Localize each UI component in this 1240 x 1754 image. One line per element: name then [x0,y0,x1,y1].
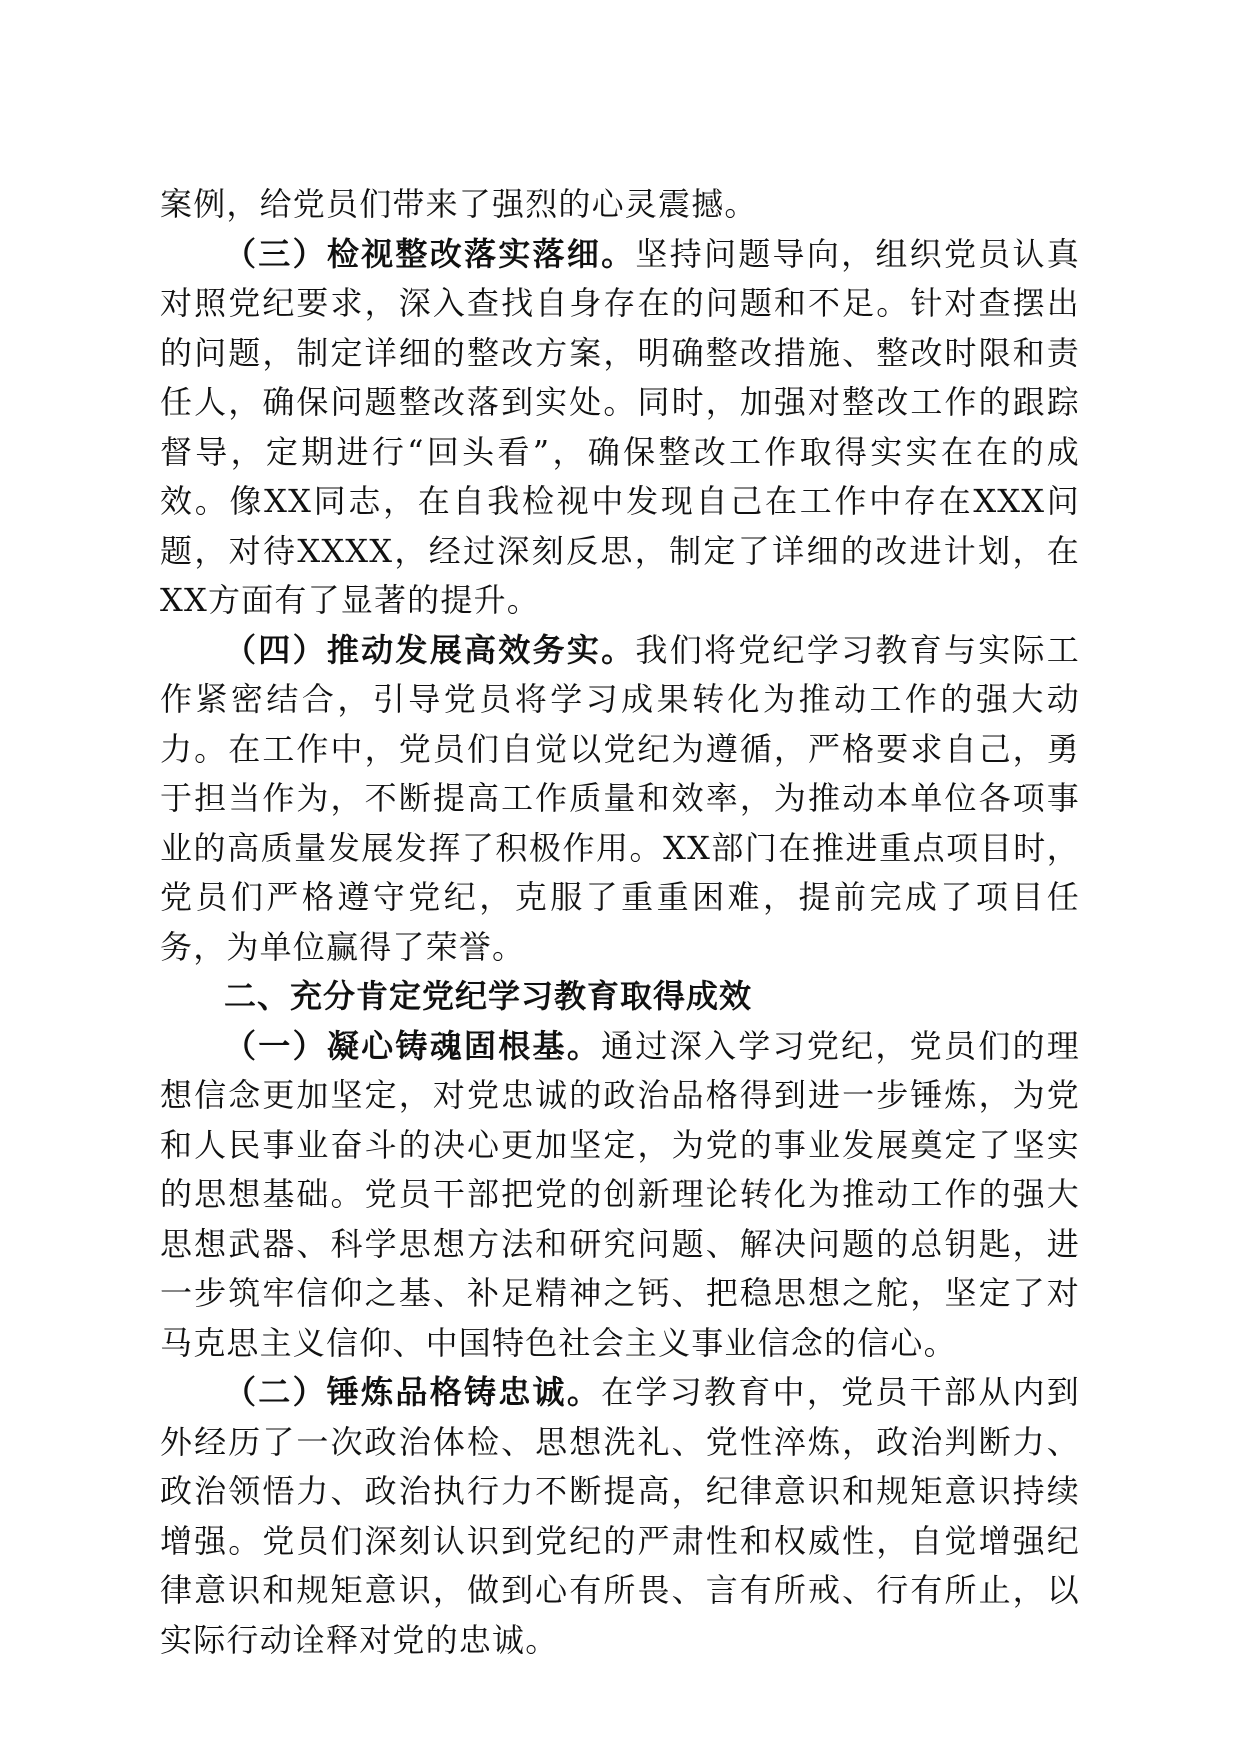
paragraph-lead: （三）检视整改落实落细。 [224,234,636,273]
paragraph-text: 我们将党纪学习教育与实际工作紧密结合，引导党员将学习成果转化为推动工作的强大动力。在工作中，党员们自觉以党纪为遵循，严格要求自己，勇于担当作为，不断提高工作质量和效率，为推动本单位各项事业的高质量发展发挥了积极作用。XX部门在推进重点项目时，党员们严格遵守党纪，克服了重重困难，提前完成了项目任务，为单位赢得了荣誉。 [160,630,1080,966]
paragraph-text: 在学习教育中，党员干部从内到外经历了一次政治体检、思想洗礼、党性淬炼，政治判断力、政治领悟力、政治执行力不断提高，纪律意识和规矩意识持续增强。党员们深刻认识到党纪的严肃性和权威性，自觉增强纪律意识和规矩意识，做到心有所畏、言有所戒、行有所止，以实际行动诠释对党的忠诚。 [160,1373,1081,1659]
paragraph-lead: （四）推动发展高效务实。 [224,630,636,669]
paragraph-continuation [160,180,1080,230]
paragraph-subsection-1 [160,1022,1080,1369]
document-page [160,180,1080,1665]
paragraph-section-3 [160,230,1080,626]
paragraph-text: 通过深入学习党纪，党员们的理想信念更加坚定，对党忠诚的政治品格得到进一步锤炼，为党和人民事业奋斗的决心更加坚定，为党的事业发展奠定了坚实的思想基础。党员干部把党的创新理论转化为推动工作的强大思想武器、科学思想方法和研究问题、解决问题的总钥匙，进一步筑牢信仰之基、补足精神之钙、把稳思想之舵，坚定了对马克思主义信仰、中国特色社会主义事业信念的信心。 [160,1026,1081,1362]
paragraph-lead: （一）凝心铸魂固根基。 [224,1026,602,1065]
paragraph-section-4 [160,626,1080,973]
paragraph-text: 坚持问题导向，组织党员认真对照党纪要求，深入查找自身存在的问题和不足。针对查摆出的问题，制定详细的整改方案，明确整改措施、整改时限和责任人，确保问题整改落到实处。同时，加强对整改工作的跟踪督导，定期进行“回头看”，确保整改工作取得实实在在的成效。像XX同志，在自我检视中发现自己在工作中存在XXX问题，对待XXXX，经过深刻反思，制定了详细的改进计划，在XX方面有了显著的提升。 [160,234,1080,619]
paragraph-text: 案例，给党员们带来了强烈的心灵震撼。 [160,185,758,223]
section-heading: 二、充分肯定党纪学习教育取得成效 [224,977,753,1015]
paragraph-subsection-2 [160,1368,1080,1665]
paragraph-lead: （二）锤炼品格铸忠诚。 [224,1373,602,1411]
